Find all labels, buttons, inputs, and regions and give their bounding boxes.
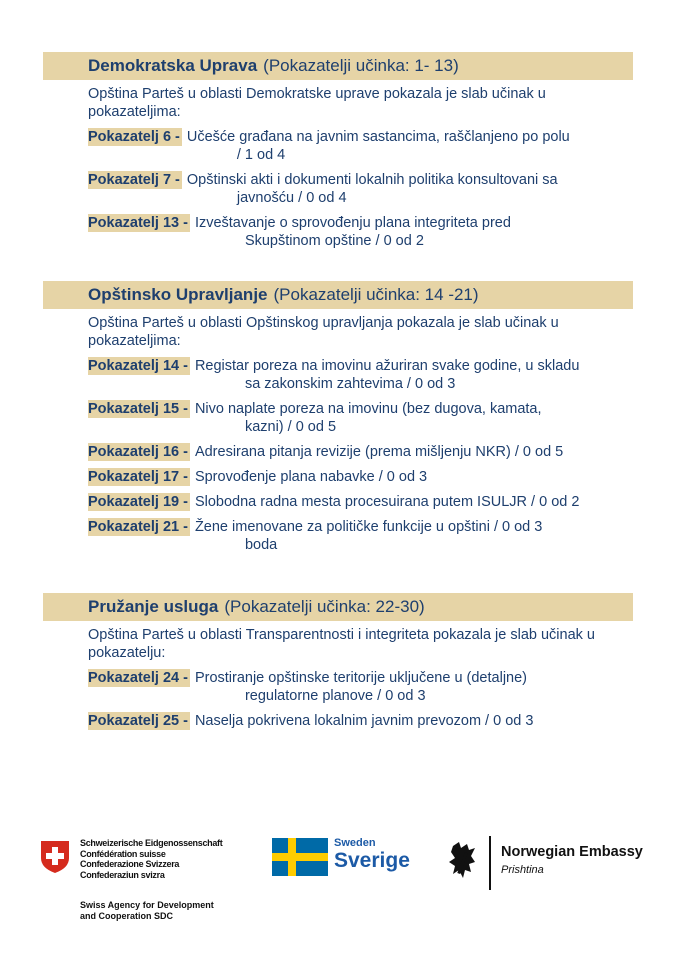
swiss-agency-line1: Swiss Agency for Development (80, 900, 214, 910)
section-title: Pružanje usluga (88, 597, 219, 616)
indicator-text: Sprovođenje plana nabavke / 0 od 3 (194, 469, 428, 485)
indicator-text: Opštinski akti i dokumenti lokalnih politika konsultovani sa (186, 172, 558, 188)
indicator-label: Pokazatelj 21 - (88, 519, 188, 535)
indicator-text: Učešće građana na javnim sastancima, raščlanjeno po polu (186, 129, 570, 145)
swiss-agency-line2: and Cooperation SDC (80, 910, 174, 921)
indicator-item (88, 357, 628, 393)
indicator-label: Pokazatelj 13 - (88, 215, 188, 231)
section-intro: Opština Parteš u oblasti Demokratske uprave pokazala je slab učinak u pokazateljima: (88, 86, 546, 120)
section-intro: Opština Parteš u oblasti Opštinskog upravljanja pokazala je slab učinak u pokazateljima: (88, 315, 559, 349)
indicator-item (88, 669, 628, 705)
indicator-label: Pokazatelj 7 - (88, 172, 180, 188)
indicator-item (88, 712, 628, 730)
norwegian-lion-icon (447, 840, 479, 880)
indicator-text: Žene imenovane za političke funkcije u opštini / 0 od 3 (194, 519, 543, 535)
section-header (43, 52, 633, 80)
section-header (43, 593, 633, 621)
indicator-text: Naselja pokrivena lokalnim javnim prevozom / 0 od 3 (194, 713, 534, 729)
swiss-name-de: Schweizerische Eidgenossenschaft (80, 838, 223, 848)
section-subtitle: (Pokazatelji učinka: 14 -21) (273, 285, 479, 304)
section-opstinsko-upravljanje (43, 281, 633, 554)
indicator-score: Skupštinom opštine / 0 od 2 (244, 233, 424, 249)
indicator-label: Pokazatelj 25 - (88, 713, 188, 729)
indicator-label: Pokazatelj 19 - (88, 494, 188, 510)
indicator-label: Pokazatelj 17 - (88, 469, 188, 485)
indicator-text: Prostiranje opštinske teritorije uključene u (detaljne) (194, 670, 527, 686)
indicator-label: Pokazatelj 15 - (88, 401, 188, 417)
norway-embassy-city: Prishtina (501, 864, 544, 876)
section-pruzanje-usluga (43, 593, 633, 730)
swiss-name-rm: Confederaziun svizra (80, 869, 165, 880)
section-subtitle: (Pokazatelji učinka: 1- 13) (263, 56, 459, 75)
indicator-score: boda (244, 537, 278, 553)
indicator-label: Pokazatelj 6 - (88, 129, 180, 145)
swiss-name-fr: Confédération suisse (80, 848, 166, 859)
section-demokratska-uprava (43, 52, 633, 250)
indicator-text: Slobodna radna mesta procesuirana putem ISULJR / 0 od 2 (194, 494, 580, 510)
indicator-item (88, 468, 628, 486)
section-title: Opštinsko Upravljanje (88, 285, 268, 304)
indicator-score: sa zakonskim zahtevima / 0 od 3 (244, 376, 456, 392)
indicator-item (88, 443, 628, 461)
indicator-label: Pokazatelj 14 - (88, 358, 188, 374)
indicator-item (88, 214, 628, 250)
swedish-flag-icon (272, 838, 328, 876)
section-intro: Opština Parteš u oblasti Transparentnosti i integriteta pokazala je slab učinak u pokazatelju: (88, 627, 595, 661)
divider (489, 836, 491, 890)
sponsor-logos (0, 830, 676, 930)
indicator-item (88, 493, 628, 511)
indicator-item (88, 128, 628, 164)
indicator-score: / 1 od 4 (236, 147, 286, 163)
indicator-label: Pokazatelj 24 - (88, 670, 188, 686)
sweden-label-sv: Sverige (334, 849, 410, 872)
indicator-text: Registar poreza na imovinu ažuriran svake godine, u skladu (194, 358, 580, 374)
indicator-text: Nivo naplate poreza na imovinu (bez dugova, kamata, (194, 401, 542, 417)
indicator-text: Adresirana pitanja revizije (prema mišljenju NKR) / 0 od 5 (194, 444, 564, 460)
indicator-label: Pokazatelj 16 - (88, 444, 188, 460)
indicator-score: javnošću / 0 od 4 (236, 190, 347, 206)
indicator-score: regulatorne planove / 0 od 3 (244, 688, 426, 704)
swiss-name-it: Confederazione Svizzera (80, 859, 180, 869)
indicator-item (88, 518, 628, 554)
indicator-item (88, 171, 628, 207)
indicator-score: kazni) / 0 od 5 (244, 419, 337, 435)
indicator-item (88, 400, 628, 436)
section-header (43, 281, 633, 309)
indicator-text: Izveštavanje o sprovođenju plana integriteta pred (194, 215, 511, 231)
norway-embassy-name: Norwegian Embassy (501, 844, 643, 860)
section-subtitle: (Pokazatelji učinka: 22-30) (224, 597, 425, 616)
sweden-label-en: Sweden (334, 837, 376, 849)
section-title: Demokratska Uprava (88, 56, 258, 75)
swiss-cross-shield-icon (40, 840, 70, 874)
